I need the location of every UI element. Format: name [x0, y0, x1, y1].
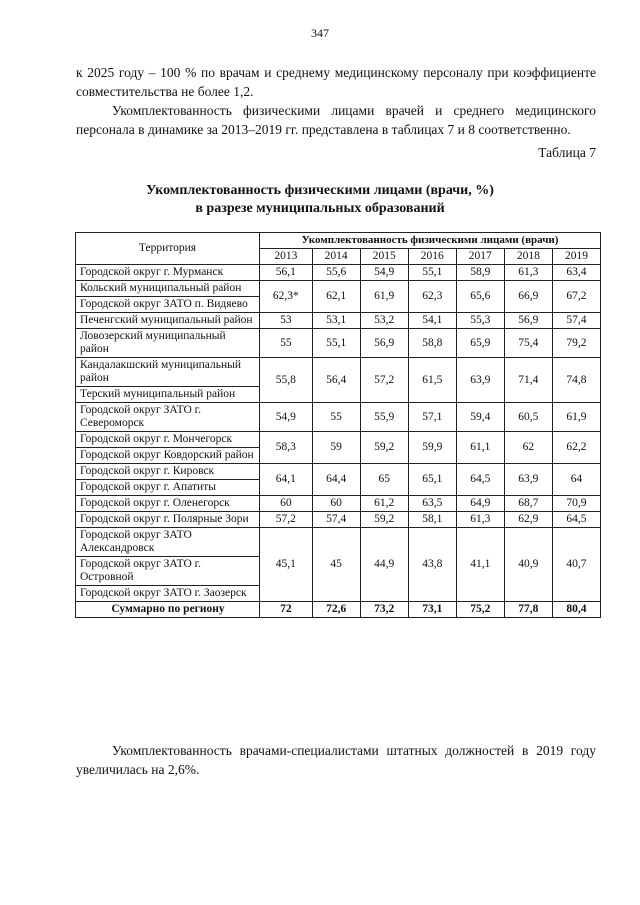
value-cell-2016: 63,5 — [408, 496, 456, 512]
table-row — [76, 528, 601, 557]
value-cell-2018: 40,9 — [504, 528, 552, 602]
total-row — [76, 602, 601, 618]
value-cell-2014: 55,1 — [312, 329, 360, 358]
paragraph-staffing: Укомплектованность физическими лицами врачей и среднего медицинского персонала в динамике за 2013–2019 гг. представлена в таблицах 7 и 8 соответственно. — [76, 103, 596, 137]
value-cell-2016: 61,5 — [408, 358, 456, 403]
territory-name: Городской округ г. Мончегорск — [76, 432, 260, 448]
table-title — [0, 182, 640, 218]
value-cell-2017: 55,3 — [456, 313, 504, 329]
value-cell-2015: 65 — [360, 464, 408, 496]
value-cell-2013: 56,1 — [260, 265, 313, 281]
total-label: Суммарно по региону — [76, 602, 260, 618]
territory-name: Городской округ Ковдорский район — [76, 448, 260, 464]
territory-name: Городской округ г. Мурманск — [76, 265, 260, 281]
territory-name: Городской округ г. Полярные Зори — [76, 512, 260, 528]
value-cell-2016: 65,1 — [408, 464, 456, 496]
year-header-2018: 2018 — [504, 249, 552, 265]
value-cell-2015: 56,9 — [360, 329, 408, 358]
value-cell-2013: 58,3 — [260, 432, 313, 464]
value-cell-2018: 62,9 — [504, 512, 552, 528]
value-cell-2015: 59,2 — [360, 512, 408, 528]
value-cell-2017: 41,1 — [456, 528, 504, 602]
value-cell-2013: 55 — [260, 329, 313, 358]
table-row — [76, 358, 601, 387]
value-cell-2019: 64,5 — [552, 512, 600, 528]
value-cell-2018: 75,4 — [504, 329, 552, 358]
value-cell-2013: 57,2 — [260, 512, 313, 528]
value-cell-2016: 43,8 — [408, 528, 456, 602]
value-cell-2019: 62,2 — [552, 432, 600, 464]
value-cell-2018: 71,4 — [504, 358, 552, 403]
value-cell-2018: 68,7 — [504, 496, 552, 512]
value-cell-2019: 63,4 — [552, 265, 600, 281]
value-cell-2019: 57,4 — [552, 313, 600, 329]
value-cell-2016: 62,3 — [408, 281, 456, 313]
table-row — [76, 329, 601, 358]
paragraph-conclusion: Укомплектованность врачами-специалистами штатных должностей в 2019 году увеличилась на 2,6%. — [76, 743, 596, 777]
territory-name: Кольский муниципальный район — [76, 281, 260, 297]
table-label: Таблица 7 — [538, 145, 596, 160]
value-cell-2015: 44,9 — [360, 528, 408, 602]
value-cell-2019: 67,2 — [552, 281, 600, 313]
territory-name: Городской округ г. Оленегорск — [76, 496, 260, 512]
value-cell-2013: 62,3* — [260, 281, 313, 313]
total-value-2019: 80,4 — [552, 602, 600, 618]
territory-name: Городской округ ЗАТО г. Североморск — [76, 403, 260, 432]
value-cell-2013: 53 — [260, 313, 313, 329]
territory-name: Терский муниципальный район — [76, 387, 260, 403]
territory-name: Городской округ г. Апатиты — [76, 480, 260, 496]
territory-name: Городской округ ЗАТО п. Видяево — [76, 297, 260, 313]
territory-name: Печенгский муниципальный район — [76, 313, 260, 329]
table-title-line-2: в разрезе муниципальных образований — [195, 201, 445, 216]
year-header-2015: 2015 — [360, 249, 408, 265]
value-cell-2016: 55,1 — [408, 265, 456, 281]
total-value-2018: 77,8 — [504, 602, 552, 618]
value-cell-2015: 61,2 — [360, 496, 408, 512]
value-cell-2013: 60 — [260, 496, 313, 512]
value-cell-2013: 64,1 — [260, 464, 313, 496]
value-cell-2018: 61,3 — [504, 265, 552, 281]
value-cell-2015: 53,2 — [360, 313, 408, 329]
value-cell-2017: 61,3 — [456, 512, 504, 528]
territory-name: Городской округ ЗАТО г. Островной — [76, 557, 260, 586]
year-header-2013: 2013 — [260, 249, 313, 265]
value-cell-2014: 55 — [312, 403, 360, 432]
value-cell-2014: 53,1 — [312, 313, 360, 329]
value-cell-2018: 62 — [504, 432, 552, 464]
table-row — [76, 281, 601, 297]
staffing-group-header: Укомплектованность физическими лицами (врачи) — [260, 233, 601, 249]
value-cell-2014: 59 — [312, 432, 360, 464]
territory-header: Территория — [76, 233, 260, 265]
value-cell-2015: 54,9 — [360, 265, 408, 281]
paragraph-intro: к 2025 году – 100 % по врачам и среднему медицинскому персоналу при коэффициенте совместительства не более 1,2. — [76, 65, 596, 99]
value-cell-2019: 64 — [552, 464, 600, 496]
table-body — [76, 265, 601, 618]
table-row — [76, 496, 601, 512]
table-row — [76, 432, 601, 448]
value-cell-2019: 61,9 — [552, 403, 600, 432]
value-cell-2014: 57,4 — [312, 512, 360, 528]
staffing-table — [75, 232, 601, 618]
value-cell-2016: 59,9 — [408, 432, 456, 464]
table-row — [76, 464, 601, 480]
total-value-2015: 73,2 — [360, 602, 408, 618]
value-cell-2017: 58,9 — [456, 265, 504, 281]
value-cell-2014: 45 — [312, 528, 360, 602]
territory-name: Городской округ ЗАТО Александровск — [76, 528, 260, 557]
value-cell-2014: 62,1 — [312, 281, 360, 313]
territory-name: Кандалакшский муниципальный район — [76, 358, 260, 387]
value-cell-2017: 61,1 — [456, 432, 504, 464]
value-cell-2018: 63,9 — [504, 464, 552, 496]
value-cell-2013: 45,1 — [260, 528, 313, 602]
value-cell-2017: 65,6 — [456, 281, 504, 313]
table-row — [76, 265, 601, 281]
value-cell-2017: 63,9 — [456, 358, 504, 403]
year-header-2014: 2014 — [312, 249, 360, 265]
value-cell-2017: 64,5 — [456, 464, 504, 496]
value-cell-2014: 60 — [312, 496, 360, 512]
total-value-2014: 72,6 — [312, 602, 360, 618]
year-header-2019: 2019 — [552, 249, 600, 265]
value-cell-2016: 58,8 — [408, 329, 456, 358]
value-cell-2015: 61,9 — [360, 281, 408, 313]
table-row — [76, 512, 601, 528]
year-header-2016: 2016 — [408, 249, 456, 265]
table-row — [76, 403, 601, 432]
value-cell-2019: 70,9 — [552, 496, 600, 512]
value-cell-2017: 59,4 — [456, 403, 504, 432]
year-header-2017: 2017 — [456, 249, 504, 265]
value-cell-2018: 66,9 — [504, 281, 552, 313]
territory-name: Городской округ г. Кировск — [76, 464, 260, 480]
value-cell-2017: 64,9 — [456, 496, 504, 512]
value-cell-2015: 59,2 — [360, 432, 408, 464]
table-title-line-1: Укомплектованность физическими лицами (врачи, %) — [146, 183, 494, 198]
value-cell-2019: 40,7 — [552, 528, 600, 602]
value-cell-2016: 58,1 — [408, 512, 456, 528]
value-cell-2018: 56,9 — [504, 313, 552, 329]
value-cell-2016: 57,1 — [408, 403, 456, 432]
value-cell-2014: 55,6 — [312, 265, 360, 281]
value-cell-2015: 55,9 — [360, 403, 408, 432]
value-cell-2013: 54,9 — [260, 403, 313, 432]
territory-name: Городской округ ЗАТО г. Заозерск — [76, 586, 260, 602]
table-row — [76, 313, 601, 329]
value-cell-2014: 56,4 — [312, 358, 360, 403]
total-value-2016: 73,1 — [408, 602, 456, 618]
value-cell-2015: 57,2 — [360, 358, 408, 403]
total-value-2013: 72 — [260, 602, 313, 618]
value-cell-2019: 79,2 — [552, 329, 600, 358]
value-cell-2019: 74,8 — [552, 358, 600, 403]
page-number: 347 — [311, 26, 329, 40]
value-cell-2017: 65,9 — [456, 329, 504, 358]
value-cell-2018: 60,5 — [504, 403, 552, 432]
value-cell-2014: 64,4 — [312, 464, 360, 496]
territory-name: Ловозерский муниципальный район — [76, 329, 260, 358]
total-value-2017: 75,2 — [456, 602, 504, 618]
value-cell-2016: 54,1 — [408, 313, 456, 329]
value-cell-2013: 55,8 — [260, 358, 313, 403]
